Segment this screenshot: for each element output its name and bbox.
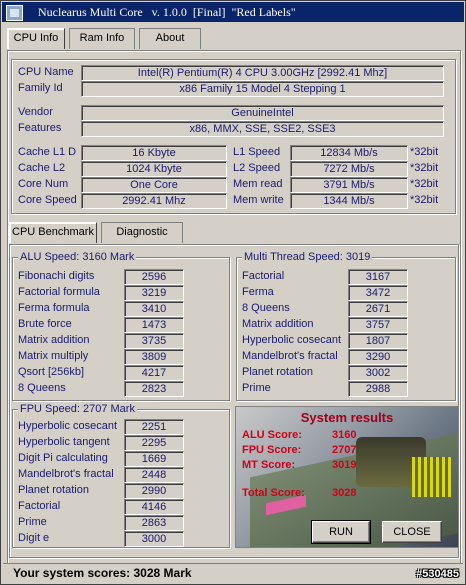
fpu-score-value: 2707 bbox=[332, 444, 357, 456]
alu-row-label: Factorial formula bbox=[18, 286, 100, 298]
alu-row-label: Fibonachi digits bbox=[18, 270, 95, 282]
tab-diagnostic[interactable]: Diagnostic bbox=[101, 222, 183, 243]
fpu-row-label: Hyperbolic cosecant bbox=[18, 420, 118, 432]
status-bar bbox=[3, 563, 463, 583]
fpu-row-label: Mandelbrot's fractal bbox=[18, 468, 114, 480]
mt-row-label: Factorial bbox=[242, 270, 285, 282]
app-icon bbox=[6, 5, 23, 21]
mt-row-value: 2671 bbox=[348, 301, 408, 317]
heatsink-shape bbox=[412, 457, 452, 497]
mem-write-value: 1344 Mb/s bbox=[290, 193, 408, 209]
mt-row-label: Planet rotation bbox=[242, 366, 313, 378]
tab-cpu-benchmark[interactable]: CPU Benchmark bbox=[9, 222, 97, 243]
cache-l1-value: 16 Kbyte bbox=[81, 145, 227, 161]
fpu-title: FPU Speed: 2707 Mark bbox=[20, 403, 135, 415]
mt-row-value: 1807 bbox=[348, 333, 408, 349]
mt-title: Multi Thread Speed: 3019 bbox=[244, 251, 371, 263]
title-bar[interactable] bbox=[2, 2, 464, 22]
fpu-row-label: Planet rotation bbox=[18, 484, 89, 496]
alu-row-value: 3410 bbox=[124, 301, 184, 317]
mt-row bbox=[242, 301, 452, 317]
alu-row bbox=[18, 269, 228, 285]
fpu-row-label: Digit e bbox=[18, 532, 50, 544]
close-button[interactable]: CLOSE bbox=[382, 521, 442, 543]
mt-row-value: 3002 bbox=[348, 365, 408, 381]
fpu-row-value: 3000 bbox=[124, 531, 184, 547]
l2-speed-value: 7272 Mb/s bbox=[290, 161, 408, 177]
alu-title: ALU Speed: 3160 Mark bbox=[20, 251, 135, 263]
alu-row bbox=[18, 349, 228, 365]
fpu-row-label: Hyperbolic tangent bbox=[18, 436, 110, 448]
mt-row-label: Prime bbox=[242, 382, 271, 394]
mt-row bbox=[242, 285, 452, 301]
alu-row-label: Brute force bbox=[18, 318, 72, 330]
alu-row-value: 3809 bbox=[124, 349, 184, 365]
mt-row-value: 3167 bbox=[348, 269, 408, 285]
window-title: Nuclearus Multi Core v. 1.0.0 [Final] "Red Labels" bbox=[38, 5, 296, 19]
core-speed-label: Core Speed bbox=[18, 194, 77, 206]
mt-score-value: 3019 bbox=[332, 459, 357, 471]
mt-row-label: Mandelbrot's fractal bbox=[242, 350, 338, 362]
alu-row-label: 8 Queens bbox=[18, 382, 66, 394]
mt-row bbox=[242, 349, 452, 365]
alu-row-value: 3219 bbox=[124, 285, 184, 301]
fpu-row-label: Digit Pi calculating bbox=[18, 452, 108, 464]
fpu-row-value: 2990 bbox=[124, 483, 184, 499]
mt-row bbox=[242, 269, 452, 285]
cache-l2-value: 1024 Kbyte bbox=[81, 161, 227, 177]
mt-row bbox=[242, 365, 452, 381]
family-label: Family Id bbox=[18, 82, 63, 94]
core-speed-value: 2992.41 Mhz bbox=[81, 193, 227, 209]
fpu-row-label: Prime bbox=[18, 516, 47, 528]
tab-ram-info[interactable]: Ram Info bbox=[69, 28, 135, 49]
fpu-row bbox=[18, 531, 228, 547]
fpu-row-value: 4146 bbox=[124, 499, 184, 515]
run-button[interactable]: RUN bbox=[312, 521, 370, 543]
mem-read-label: Mem read bbox=[233, 178, 283, 190]
mt-row bbox=[242, 333, 452, 349]
tab-about[interactable]: About bbox=[139, 28, 201, 49]
fpu-score-label: FPU Score: bbox=[242, 444, 302, 456]
features-value: x86, MMX, SSE, SSE2, SSE3 bbox=[81, 121, 444, 137]
alu-row-label: Qsort [256kb] bbox=[18, 366, 85, 378]
fpu-row bbox=[18, 451, 228, 467]
mt-score-label: MT Score: bbox=[242, 459, 296, 471]
fpu-row bbox=[18, 499, 228, 515]
mem-write-unit: *32bit bbox=[410, 194, 439, 206]
alu-row-value: 1473 bbox=[124, 317, 184, 333]
system-results-panel bbox=[235, 406, 459, 548]
alu-row bbox=[18, 301, 228, 317]
fpu-row bbox=[18, 483, 228, 499]
fpu-row-value: 2295 bbox=[124, 435, 184, 451]
fpu-row-label: Factorial bbox=[18, 500, 61, 512]
mt-row bbox=[242, 381, 452, 397]
watermark-text: #530485 bbox=[416, 568, 459, 580]
results-title: System results bbox=[300, 410, 394, 425]
fpu-row bbox=[18, 435, 228, 451]
core-num-label: Core Num bbox=[18, 178, 69, 190]
fpu-row-value: 2863 bbox=[124, 515, 184, 531]
total-score-value: 3028 bbox=[332, 487, 357, 499]
vendor-value: GenuineIntel bbox=[81, 105, 444, 121]
alu-row-label: Matrix multiply bbox=[18, 350, 89, 362]
l1-speed-unit: *32bit bbox=[410, 146, 439, 158]
vendor-label: Vendor bbox=[18, 106, 53, 118]
features-label: Features bbox=[18, 122, 62, 134]
alu-row-value: 3735 bbox=[124, 333, 184, 349]
cpu-name-value: Intel(R) Pentium(R) 4 CPU 3.00GHz [2992.41 Mhz] bbox=[81, 65, 444, 81]
cpu-name-label: CPU Name bbox=[18, 66, 74, 78]
alu-row bbox=[18, 285, 228, 301]
l2-speed-unit: *32bit bbox=[410, 162, 439, 174]
alu-row bbox=[18, 333, 228, 349]
cache-l2-label: Cache L2 bbox=[18, 162, 66, 174]
fpu-row bbox=[18, 515, 228, 531]
cache-l1-label: Cache L1 D bbox=[18, 146, 77, 158]
fpu-row-value: 2448 bbox=[124, 467, 184, 483]
alu-row bbox=[18, 317, 228, 333]
system-score-text: Your system scores: 3028 Mark bbox=[13, 566, 192, 580]
fpu-row bbox=[18, 419, 228, 435]
l1-speed-value: 12834 Mb/s bbox=[290, 145, 408, 161]
alu-score-value: 3160 bbox=[332, 429, 357, 441]
mem-read-unit: *32bit bbox=[410, 178, 439, 190]
alu-row bbox=[18, 381, 228, 397]
total-score-label: Total Score: bbox=[242, 487, 305, 499]
fpu-row-value: 1669 bbox=[124, 451, 184, 467]
mt-row-label: 8 Queens bbox=[242, 302, 290, 314]
mem-write-label: Mem write bbox=[233, 194, 284, 206]
alu-row-value: 2596 bbox=[124, 269, 184, 285]
tab-cpu-info[interactable]: CPU Info bbox=[7, 28, 65, 49]
mt-row-label: Hyperbolic cosecant bbox=[242, 334, 342, 346]
alu-row-value: 4217 bbox=[124, 365, 184, 381]
mt-row-value: 2988 bbox=[348, 381, 408, 397]
mt-row-value: 3757 bbox=[348, 317, 408, 333]
mt-row-label: Ferma bbox=[242, 286, 274, 298]
alu-score-label: ALU Score: bbox=[242, 429, 302, 441]
alu-row-label: Ferma formula bbox=[18, 302, 90, 314]
mt-row-value: 3472 bbox=[348, 285, 408, 301]
mt-row-value: 3290 bbox=[348, 349, 408, 365]
fpu-row-value: 2251 bbox=[124, 419, 184, 435]
mt-row-label: Matrix addition bbox=[242, 318, 314, 330]
l1-speed-label: L1 Speed bbox=[233, 146, 281, 158]
core-num-value: One Core bbox=[81, 177, 227, 193]
alu-row-value: 2823 bbox=[124, 381, 184, 397]
alu-row bbox=[18, 365, 228, 381]
fpu-row bbox=[18, 467, 228, 483]
mem-read-value: 3791 Mb/s bbox=[290, 177, 408, 193]
l2-speed-label: L2 Speed bbox=[233, 162, 281, 174]
mt-row bbox=[242, 317, 452, 333]
family-value: x86 Family 15 Model 4 Stepping 1 bbox=[81, 81, 444, 97]
alu-row-label: Matrix addition bbox=[18, 334, 90, 346]
